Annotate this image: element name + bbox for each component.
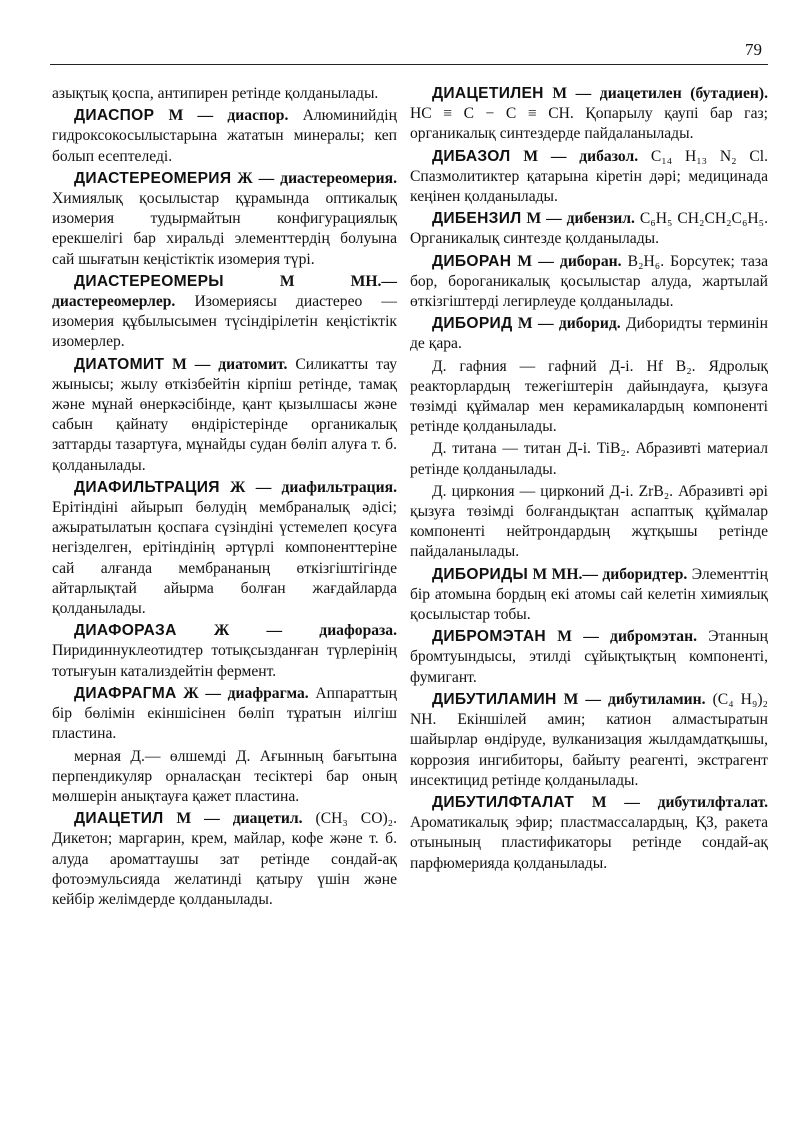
entry-headword: ДИАФОРАЗА [74,622,177,640]
dictionary-entry [52,84,397,104]
entry-headword: ДИАФИЛЬТРАЦИЯ [74,478,220,496]
dictionary-entry [52,272,397,353]
entry-translation: М — диацетил. [176,810,303,828]
entry-translation: Ж — диастереомерия. [237,169,397,187]
dictionary-entry [410,690,768,791]
dictionary-entry [52,684,397,745]
entry-text: Д. гафния — гафний Д-і. Hf B₂. Ядролық реакторлардың тежегіштерін дайындауға, қызуға төзімді құймалар мен керамикалардың компоненті ретінде қолданылады. [410,357,768,436]
entry-text: Этанның бромтуындысы, этилді сұйықтықтың компоненті, фумигант. [410,628,768,686]
dictionary-entry [410,482,768,563]
entry-text: Ароматикалық эфир; пластмассалардың, ҚЗ, ракета отынының пластификаторы ретінде сондай-ақ парфюмерияда қолданылады. [410,814,768,872]
entry-translation: М — дибензил. [526,210,635,228]
left-column [52,84,397,912]
entry-translation: Ж — диафораза. [213,622,397,640]
entry-headword: ДИАЦЕТИЛЕН [432,85,544,102]
entry-text: Д. циркония — цирконий Д-і. ZrB₂. Абразивті әрі қызуға төзімді болғандықтан аспаптық құймалар компоненті нейтрондардың жұтқышы ретінде пайдаланылады. [410,482,768,561]
dictionary-entry [410,627,768,688]
entry-headword: ДИБОРИД [432,315,513,333]
dictionary-entry [410,84,768,145]
entry-text: C₆H₅ CH₂CH₂C₆H₅. Органикалық синтезде қолданылады. [410,210,768,248]
entry-headword: ДИАФРАГМА [74,684,177,702]
entry-headword: ДИБУТИЛФТАЛАТ [432,793,575,811]
entry-text: (C₄ H₉)₂ NH. Екіншілей амин; катион алмастыратын шайырлар өндіруде, вулканизация жылдамдатқышы, коррозия ингибиторы, байыту реагенті, экстрагент инсектицид ретінде қолданылады. [410,690,768,789]
entry-text: мерная Д.— өлшемді Д. Ағынның бағытына перпендикуляр орналасқан тесіктері бар оның мөлшерін анықтауға қажет пластина. [52,747,397,805]
entry-translation: М — дибутилфталат. [591,793,768,811]
entry-headword: ДИБОРАН [432,252,512,270]
entry-text: Элементтің бір атомына бордың екі атомы сай келетін химиялық қосылыстар тобы. [410,565,768,624]
entry-translation: М — диатомит. [172,355,288,373]
right-column [410,84,768,876]
dictionary-entry [410,439,768,479]
entry-text: азықтық қоспа, антипирен ретінде қолданылады. [52,85,379,102]
entry-translation: М — дибромэтан. [557,628,697,646]
dictionary-entry [52,169,397,270]
dictionary-entry [52,478,397,619]
entry-headword: ДИБЕНЗИЛ [432,210,522,228]
entry-headword: ДИАСПОР [74,107,155,125]
entry-translation: М — диборид. [517,315,621,333]
dictionary-entry [52,106,397,167]
entry-translation: М МН.— диастереомерлер. [52,272,397,311]
entry-text: (СН₃ СО)₂. Дикетон; маргарин, крем, майлар, кофе және т. б. алуда ароматтаушы зат ретінде сондай-ақ фотоэмульсияда желатинді қатыру үшін және кейбір желімдерде қолданылады. [52,810,397,908]
entry-headword: ДИБАЗОЛ [432,147,511,165]
entry-headword: ДИАСТЕРЕОМЕРИЯ [74,169,232,187]
dictionary-entry [410,209,768,249]
entry-text: Аппараттың бір бөлімін екіншісінен бөліп тұратын иілгіш пластина. [52,684,397,743]
entry-translation: М — диаспор. [168,107,289,125]
entry-text: НС ≡ С − С ≡ СН. Қопарылу қаупі бар газ; органикалық синтездерде пайдаланылады. [410,105,768,143]
entry-text: Диборидты терминін де қара. [410,315,768,353]
dictionary-entry [410,565,768,626]
dictionary-entry [52,355,397,476]
entry-translation: Ж — диафильтрация. [230,478,397,496]
dictionary-entry [52,747,397,808]
entry-text: Пиридиннуклеотидтер тотықсызданған түрлерінің тотығуын катализдейтін фермент. [52,642,397,680]
entry-text: Химиялық қосылыстар құрамында оптикалық изомерия тудырмайтын конфигурациялық ерекшелігі бар хиральді элементтердің болуына сай шығатын кеңістіктік изомерия түрі. [52,190,397,268]
dictionary-entry [410,793,768,874]
entry-headword: ДИБОРИДЫ [432,565,529,583]
dictionary-entry [410,357,768,438]
dictionary-entry [410,314,768,354]
page-number: 79 [745,40,762,59]
entry-text: Д. титана — титан Д-і. TiB₂. Абразивті материал ретінде қолданылады. [410,440,768,478]
header-rule [50,64,768,65]
entry-text: B₂H₆. Борсутек; таза бор, бороганикалық қосылыстар алуда, жартылай өткізгіштерді легирлеуде қолданылады. [410,252,768,311]
entry-text: Силикатты тау жынысы; жылу өткізбейтін кірпіш ретінде, тамақ және мұнай өнеркәсібінде, қант қызылшасы және сабын қайнату өндірістерінде органикалық заттарды тазартуға, мұнайды судан бөліп алуға т. б. қолданылады. [52,355,398,474]
entry-text: Ерітіндіні айырып бөлудің мембраналық әдісі; ажыратылатын қоспаға сүзіндіні үстемелеп қосуға негізделген, ерітіндінің әртүрлі компоненттеріне сай алғанда мембрананың өткізгіштігінде айтарлықтай айырма болған жағдайларда қолданылады. [52,499,397,618]
entry-headword: ДИАСТЕРЕОМЕРЫ [74,272,224,290]
entry-translation: М МН.— диборидтер. [532,565,688,583]
entry-headword: ДИБУТИЛАМИН [432,690,557,708]
entry-translation: М — дибутиламин. [563,690,706,708]
entry-text: C₁₄ H₁₃ N₂ Cl. Спазмолитиктер қатарына кіретін дәрі; медицинада кеңінен қолданылады. [410,147,768,206]
dictionary-entry [52,621,397,682]
entry-headword: ДИБРОМЭТАН [432,628,546,646]
entry-headword: ДИАЦЕТИЛ [74,810,164,828]
entry-headword: ДИАТОМИТ [74,355,165,373]
entry-translation: Ж — диафрагма. [183,684,309,702]
entry-translation: М — диборан. [517,252,622,270]
entry-text: Изомериясы диастерео — изомерия құбылысымен түсіндірілетін кеңістіктік изомерлер. [52,293,397,351]
entry-text: Алюминийдің гидроксокосылыстарына жататын минералы; кеп болып есептеледі. [52,107,397,165]
dictionary-entry [52,809,397,910]
entry-translation: М — диацетилен (бутадиен). [552,85,768,102]
entry-translation: М — дибазол. [523,147,639,165]
dictionary-entry [410,147,768,208]
dictionary-entry [410,252,768,313]
